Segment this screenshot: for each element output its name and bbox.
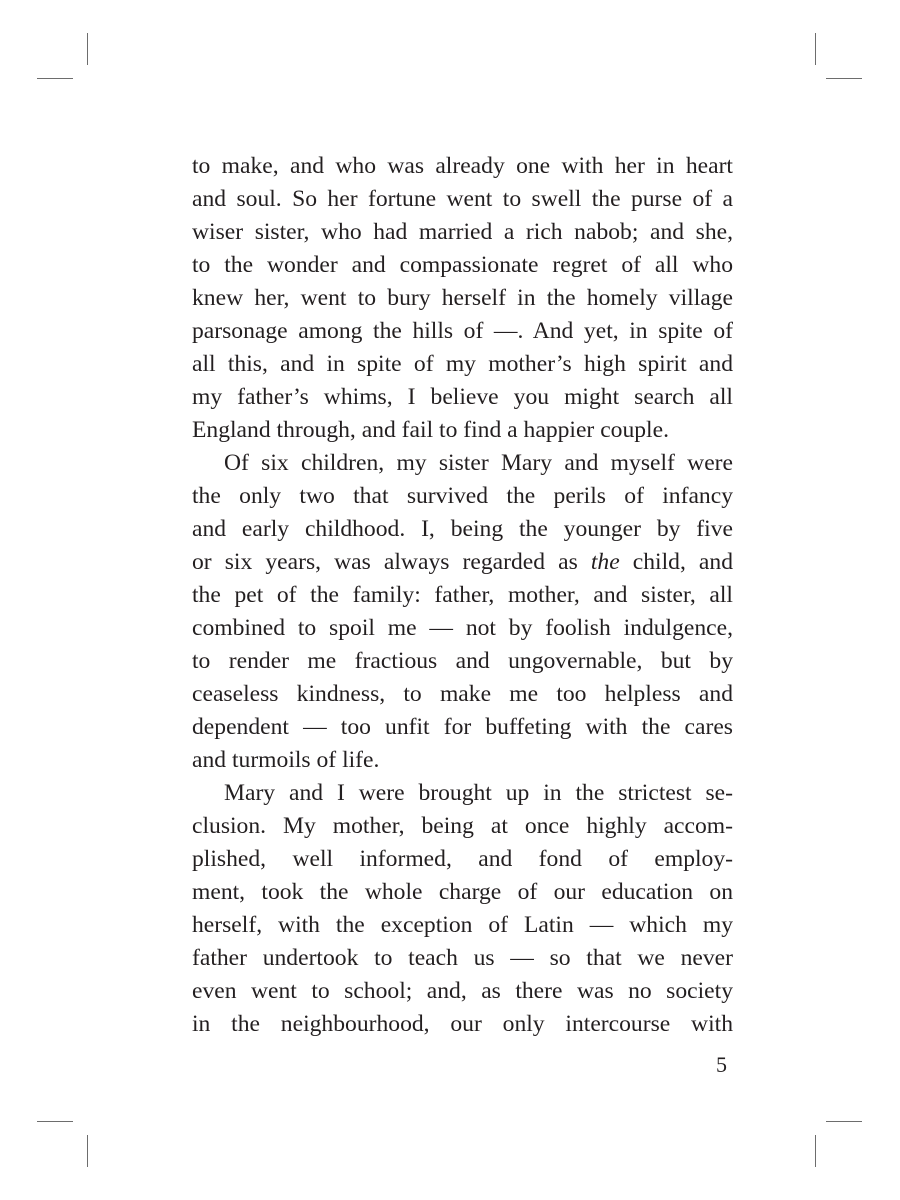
- text-line: all this, and in spite of my mother’s high spirit and: [192, 351, 733, 377]
- text-line: [192, 546, 733, 579]
- text-line: Mary and I were brought up in the strictest se-: [224, 780, 733, 806]
- text-line: ceaseless kindness, to make me too helpless and: [192, 681, 733, 707]
- text-line: wiser sister, who had married a rich nabob; and she,: [192, 219, 733, 245]
- text-line: ment, took the whole charge of our education on: [192, 879, 733, 905]
- text-line: parsonage among the hills of —. And yet, in spite of: [192, 318, 733, 344]
- crop-mark-bottom-left-horizontal: [37, 1121, 73, 1122]
- text-line: combined to spoil me — not by foolish indulgence,: [192, 615, 733, 641]
- page-number: 5: [716, 1052, 727, 1077]
- crop-mark-bottom-right-horizontal: [826, 1121, 862, 1122]
- text-line: dependent — too unfit for buffeting with the cares: [192, 714, 733, 740]
- text-line: Of six children, my sister Mary and myself were: [224, 450, 733, 476]
- italic-emphasis: the: [590, 549, 620, 575]
- text-line: in the neighbourhood, our only intercourse with: [192, 1011, 733, 1037]
- crop-mark-top-right-vertical: [815, 33, 816, 65]
- text-line: and soul. So her fortune went to swell the purse of a: [192, 186, 733, 212]
- text-line: knew her, went to bury herself in the homely village: [192, 285, 733, 311]
- text-line: to the wonder and compassionate regret of all who: [192, 252, 733, 278]
- text-line: my father’s whims, I believe you might search all: [192, 384, 733, 410]
- text-line: father undertook to teach us — so that we never: [192, 945, 733, 971]
- text-line: plished, well informed, and fond of employ-: [192, 846, 733, 872]
- text-line: the only two that survived the perils of infancy: [192, 483, 733, 509]
- text-fragment: child, and: [619, 549, 733, 575]
- text-line: to render me fractious and ungovernable, but by: [192, 648, 733, 674]
- text-line: herself, with the exception of Latin — which my: [192, 912, 733, 938]
- crop-mark-top-left-horizontal: [37, 78, 73, 79]
- crop-mark-top-right-horizontal: [826, 78, 862, 79]
- text-line: even went to school; and, as there was no society: [192, 978, 733, 1004]
- text-line: England through, and fail to find a happier couple.: [192, 417, 669, 443]
- text-line: and turmoils of life.: [192, 747, 380, 773]
- crop-mark-bottom-left-vertical: [87, 1135, 88, 1167]
- body-text: [192, 150, 733, 1041]
- text-line: clusion. My mother, being at once highly accom-: [192, 813, 733, 839]
- text-fragment: or six years, was always regarded as: [192, 549, 591, 575]
- text-line: to make, and who was already one with her in heart: [192, 153, 733, 179]
- text-line: and early childhood. I, being the younger by five: [192, 516, 733, 542]
- crop-mark-bottom-right-vertical: [815, 1135, 816, 1167]
- text-line: the pet of the family: father, mother, and sister, all: [192, 582, 733, 608]
- crop-mark-top-left-vertical: [87, 33, 88, 65]
